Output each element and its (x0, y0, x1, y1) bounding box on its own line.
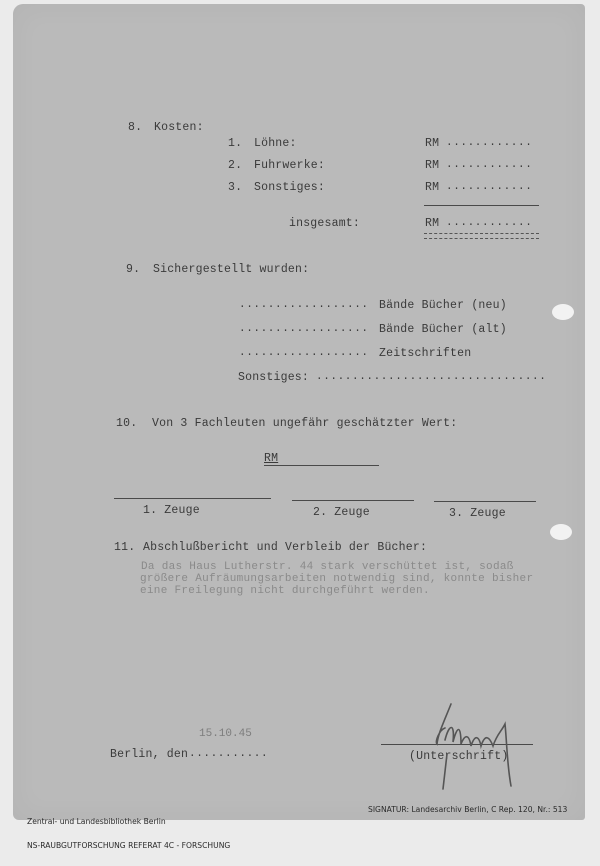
cost-item-value: ............ (446, 137, 533, 149)
total-label: insgesamt: (289, 217, 361, 230)
secured-other-value: ................................ (316, 371, 547, 383)
section-number: 8. (128, 121, 143, 134)
cost-item-currency: RM (425, 181, 440, 194)
estimated-value-line (264, 465, 379, 466)
total-currency: RM (425, 217, 440, 230)
witness-1-label: 1. Zeuge (143, 504, 200, 517)
cost-item-label: Löhne: (254, 137, 297, 150)
secured-item-label: Zeitschriften (379, 347, 472, 360)
footer-institution: Zentral- und Landesbibliothek Berlin (27, 817, 166, 826)
report-text-line: Da das Haus Lutherstr. 44 stark verschüttet ist, sodaß (141, 561, 514, 573)
sum-rule (424, 205, 539, 206)
secured-item-value: .................. (239, 323, 369, 335)
cost-item-currency: RM (425, 159, 440, 172)
footer-signature-reference: SIGNATUR: Landesarchiv Berlin, C Rep. 120, Nr.: 513 (368, 805, 568, 814)
section-title: Abschlußbericht und Verbleib der Bücher: (143, 541, 428, 554)
estimated-currency: RM (264, 452, 279, 465)
secured-other-label: Sonstiges: (238, 371, 310, 384)
handwritten-signature-icon (383, 694, 543, 794)
section-title: Sichergestellt wurden: (153, 263, 310, 276)
total-double-rule (424, 233, 539, 239)
cost-item-value: ............ (446, 159, 533, 171)
secured-item-label: Bände Bücher (alt) (379, 323, 507, 336)
footer-left (27, 802, 230, 866)
witness-3-label: 3. Zeuge (449, 507, 506, 520)
witness-3-line (434, 501, 536, 502)
punch-hole-top (552, 304, 574, 320)
total-value: ............ (446, 217, 533, 229)
place-label: Berlin, den (110, 748, 189, 761)
cost-item-value: ............ (446, 181, 533, 193)
witness-2-label: 2. Zeuge (313, 506, 370, 519)
date-stamp: 15.10.45 (199, 728, 252, 740)
secured-item-label: Bände Bücher (neu) (379, 299, 507, 312)
signature-caption: (Unterschrift) (409, 750, 509, 763)
witness-2-line (292, 500, 414, 501)
section-title: Kosten: (154, 121, 204, 134)
cost-item-label: Fuhrwerke: (254, 159, 326, 172)
report-text-line: eine Freilegung nicht durchgeführt werden. (140, 585, 430, 597)
punch-hole-bottom (550, 524, 572, 540)
document-page (13, 4, 585, 850)
section-number: 9. (126, 263, 141, 276)
cost-item-number: 1. (228, 137, 243, 150)
footer-department: NS-RAUBGUTFORSCHUNG REFERAT 4C - FORSCHUNG (27, 841, 231, 850)
cost-item-number: 3. (228, 181, 243, 194)
date-dots: ........... (189, 748, 269, 760)
cost-item-currency: RM (425, 137, 440, 150)
secured-item-value: .................. (239, 299, 369, 311)
cost-item-number: 2. (228, 159, 243, 172)
report-text-line: größere Aufräumungsarbeiten notwendig sind, konnte bisher (140, 573, 534, 585)
section-number: 10. (116, 417, 138, 430)
witness-1-line (114, 498, 271, 499)
section-title: Von 3 Fachleuten ungefähr geschätzter Wert: (152, 417, 458, 430)
cost-item-label: Sonstiges: (254, 181, 326, 194)
secured-item-value: .................. (239, 347, 369, 359)
section-number: 11. (114, 541, 136, 554)
